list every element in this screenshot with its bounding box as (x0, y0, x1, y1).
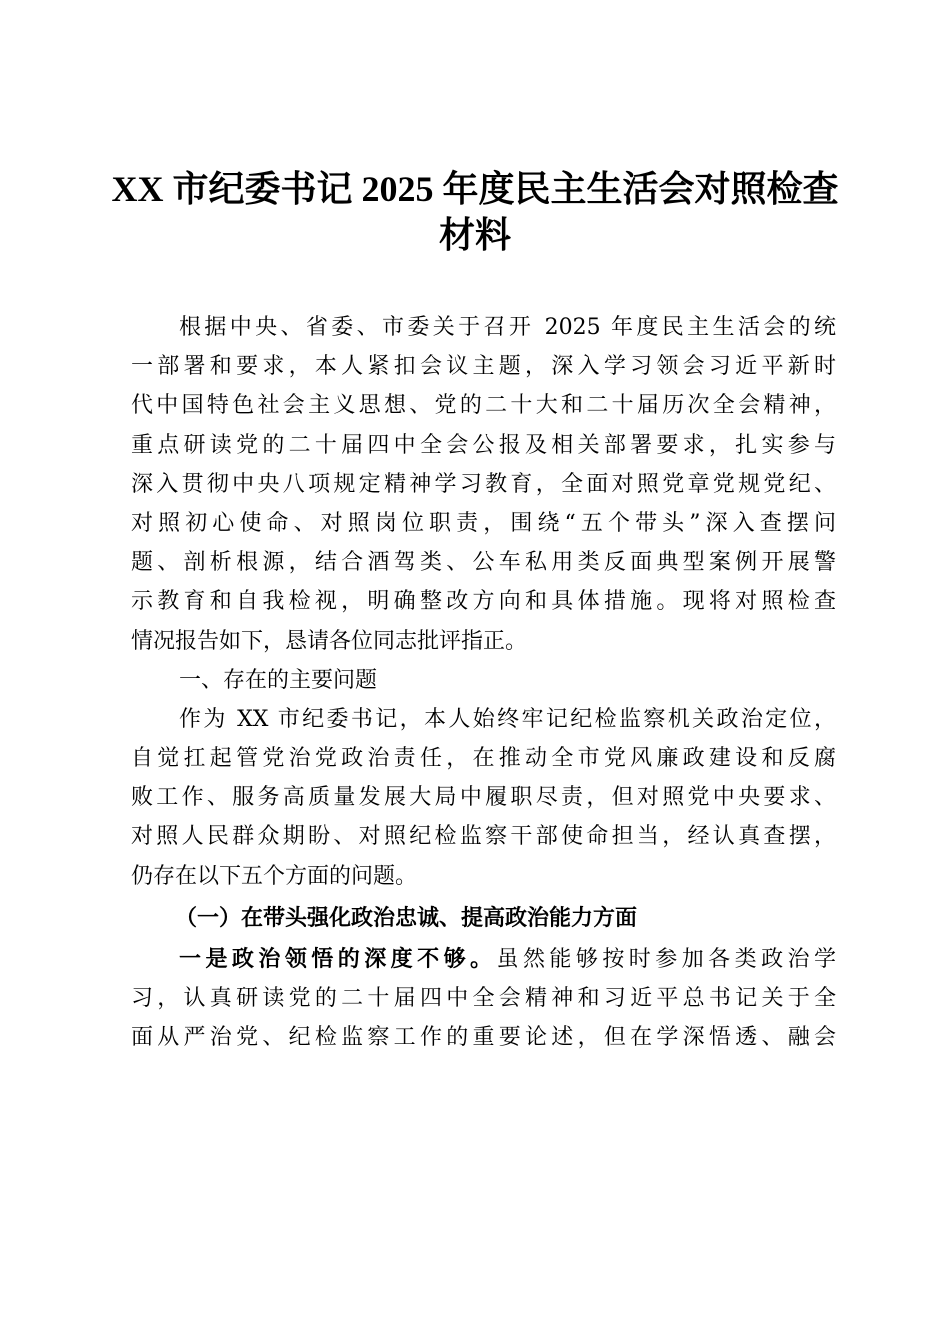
intro-line: 深入贯彻中央八项规定精神学习教育，全面对照党章党规党纪、 (131, 471, 836, 497)
point1-line: 习，认真研读党的二十届四中全会精神和习近平总书记关于全 (131, 986, 836, 1011)
section1-paragraph (131, 700, 836, 896)
title-line-2: 材料 (438, 215, 511, 255)
intro-line: 一部署和要求，本人紧扣会议主题，深入学习领会习近平新时 (131, 354, 836, 380)
section1-line: 败工作、服务高质量发展大局中履职尽责，但对照党中央要求、 (131, 785, 836, 811)
document-title (100, 166, 850, 258)
section1-line: 自觉扛起管党治党政治责任，在推动全市党风廉政建设和反腐 (131, 746, 836, 772)
intro-line: 题、剖析根源，结合酒驾类、公车私用类反面典型案例开展警 (131, 550, 836, 576)
title-line-1: XX 市纪委书记 2025 年度民主生活会对照检查 (111, 169, 839, 209)
section1-line: 仍存在以下五个方面的问题。 (131, 863, 418, 889)
point1-first-line (131, 940, 836, 979)
point1-line: 面从严治党、纪检监察工作的重要论述，但在学深悟透、融会 (131, 1025, 836, 1051)
section1-line: 对照人民群众期盼、对照纪检监察干部使命担当，经认真查摆， (131, 824, 836, 850)
point1-first-rest: 虽然能够按时参加各类政治学 (496, 946, 836, 972)
intro-line: 重点研读党的二十届四中全会公报及相关部署要求，扎实参与 (131, 432, 836, 458)
point1-paragraph (131, 940, 836, 1058)
intro-paragraph (131, 308, 836, 661)
intro-line: 对照初心使命、对照岗位职责，围绕“五个带头”深入查摆问 (131, 510, 836, 536)
point1-lead: 一是政治领悟的深度不够。 (179, 946, 497, 972)
document-body (131, 308, 836, 1057)
intro-line: 情况报告如下，恳请各位同志批评指正。 (131, 628, 528, 654)
intro-line: 根据中央、省委、市委关于召开 2025 年度民主生活会的统 (179, 315, 836, 340)
subsection-heading: （一）在带头强化政治忠诚、提高政治能力方面 (175, 905, 638, 931)
section1-line: 作为 XX 市纪委书记，本人始终牢记纪检监察机关政治定位， (179, 706, 836, 732)
intro-line: 示教育和自我检视，明确整改方向和具体措施。现将对照检查 (131, 589, 836, 615)
section-heading: 一、存在的主要问题 (179, 667, 378, 693)
intro-line: 代中国特色社会主义思想、党的二十大和二十届历次全会精神， (131, 393, 836, 419)
